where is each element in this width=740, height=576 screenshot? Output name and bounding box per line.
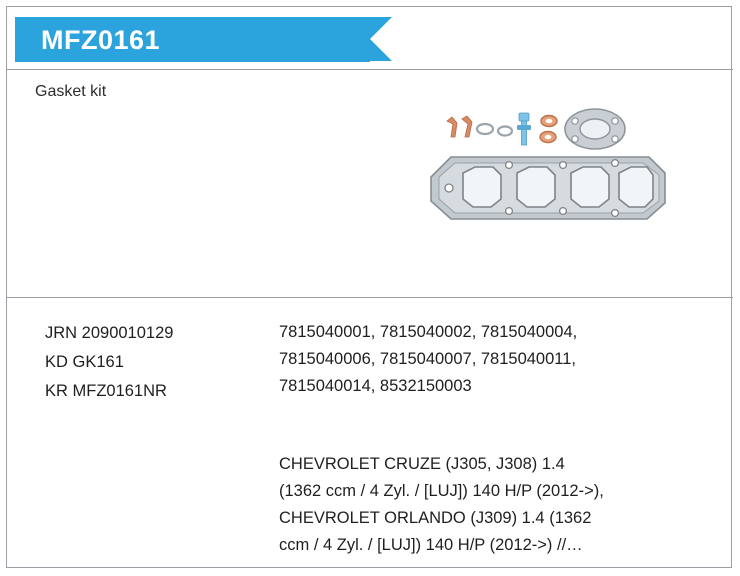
application-line-3: CHEVROLET ORLANDO (J309) 1.4 (1362 — [279, 509, 592, 527]
reference-numbers — [279, 319, 699, 400]
product-card — [6, 6, 732, 568]
header — [7, 7, 733, 69]
reference-line-2: 7815040006, 7815040007, 7815040011, — [279, 350, 576, 368]
code-kr: KR MFZ0161NR — [45, 382, 167, 400]
product-subtitle: Gasket kit — [35, 83, 107, 100]
divider-middle — [7, 297, 733, 298]
application-line-1: CHEVROLET CRUZE (J305, J308) 1.4 — [279, 455, 565, 473]
page-title: MFZ0161 — [41, 25, 161, 55]
code-kd: KD GK161 — [45, 353, 124, 371]
application-line-2: (1362 ccm / 4 Zyl. / [LUJ]) 140 H/P (2012->), — [279, 482, 604, 500]
code-list — [45, 319, 260, 406]
header-banner-arrow — [370, 17, 392, 61]
reference-line-3: 7815040014, 8532150003 — [279, 377, 472, 395]
vehicle-applications — [279, 451, 699, 559]
reference-line-1: 7815040001, 7815040002, 7815040004, — [279, 323, 578, 341]
code-jrn: JRN 2090010129 — [45, 324, 174, 342]
application-line-4: ccm / 4 Zyl. / [LUJ]) 140 H/P (2012->) //… — [279, 536, 583, 554]
divider-top — [7, 69, 733, 70]
product-image — [417, 107, 677, 237]
small-parts-group — [447, 109, 625, 149]
manifold-gasket — [431, 157, 665, 219]
